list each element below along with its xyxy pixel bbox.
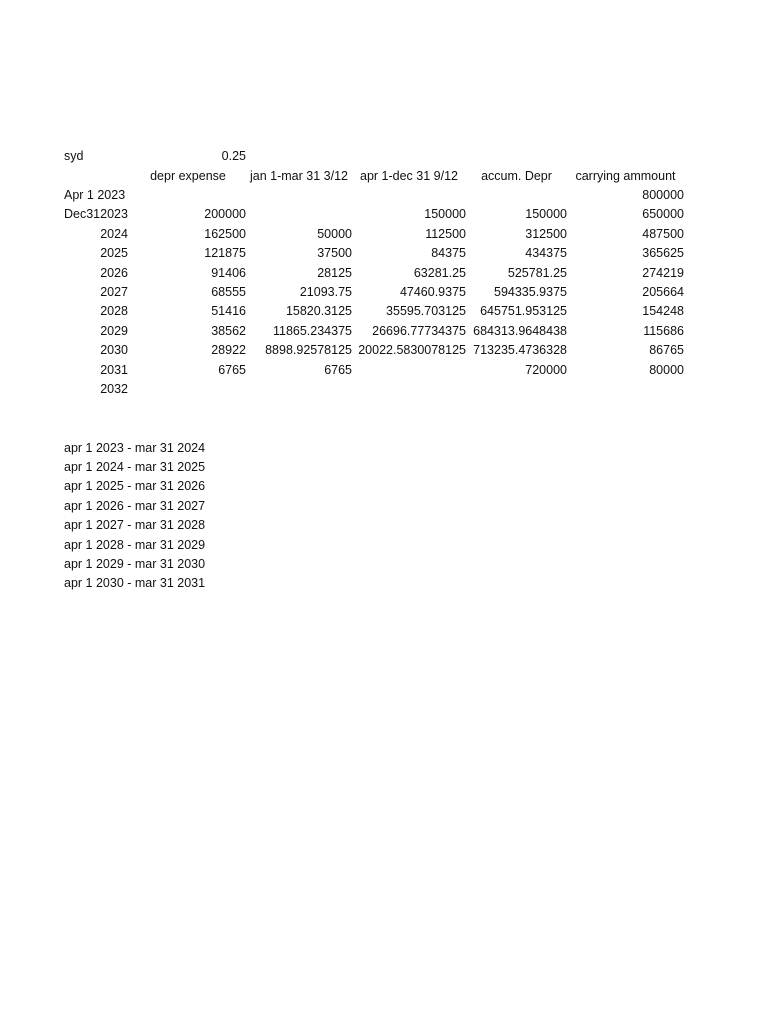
jan-mar-cell[interactable]: 21093.75 (299, 285, 352, 299)
list-item (0, 439, 768, 458)
apr-dec-cell[interactable] (352, 380, 466, 399)
accum-depr-cell[interactable]: 594335.9375 (494, 285, 567, 299)
apr-dec-cell[interactable]: 35595.703125 (386, 304, 466, 319)
table-row (0, 302, 768, 321)
row-label[interactable]: Apr 1 2023 (64, 188, 126, 202)
list-item (0, 555, 768, 574)
row-year[interactable]: 2029 (100, 323, 128, 338)
list-item (0, 477, 768, 496)
jan-mar-cell[interactable] (246, 205, 352, 224)
jan-mar-cell[interactable]: 15820.3125 (285, 304, 352, 319)
period-range[interactable]: apr 1 2027 - mar 31 2028 (64, 518, 206, 533)
row-year[interactable]: 2027 (100, 285, 128, 299)
apr-dec-cell[interactable]: 63281.25 (413, 265, 466, 280)
jan-mar-cell[interactable] (246, 380, 352, 399)
carrying-amount-cell[interactable]: 365625 (642, 246, 684, 261)
apr-dec-cell[interactable] (352, 361, 466, 380)
carrying-amount-cell[interactable]: 154248 (642, 304, 684, 319)
apr-dec-cell[interactable]: 20022.5830078125 (358, 343, 466, 358)
carrying-amount-cell[interactable] (567, 380, 684, 399)
depr-expense-cell[interactable]: 38562 (211, 323, 246, 338)
table-row (0, 186, 768, 205)
header-apr-dec[interactable]: apr 1-dec 31 9/12 (360, 168, 458, 183)
accum-depr-cell[interactable]: 720000 (525, 362, 567, 377)
depr-expense-cell[interactable]: 200000 (204, 207, 246, 222)
table-row (0, 283, 768, 302)
list-item (0, 574, 768, 593)
table-row (0, 225, 768, 244)
row-year[interactable]: 2032 (100, 382, 128, 396)
list-item (0, 536, 768, 555)
table-row (0, 205, 768, 224)
carrying-amount-cell[interactable]: 800000 (642, 188, 684, 202)
jan-mar-cell[interactable]: 50000 (317, 226, 352, 241)
list-item (0, 497, 768, 516)
table-row (0, 380, 768, 399)
accum-depr-cell[interactable]: 713235.4736328 (473, 343, 567, 358)
depr-expense-cell[interactable]: 68555 (211, 285, 246, 299)
method-label[interactable]: syd (64, 149, 84, 163)
accum-depr-cell[interactable]: 525781.25 (507, 265, 567, 280)
jan-mar-cell[interactable]: 6765 (324, 362, 352, 377)
accum-depr-cell[interactable] (466, 380, 567, 399)
depr-expense-cell[interactable]: 51416 (211, 304, 246, 319)
row-year[interactable]: 2031 (100, 362, 128, 377)
depr-expense-cell[interactable] (130, 380, 246, 399)
method-row (0, 147, 768, 166)
carrying-amount-cell[interactable]: 650000 (642, 207, 684, 222)
accum-depr-cell[interactable]: 312500 (525, 226, 567, 241)
jan-mar-cell[interactable]: 11865.234375 (272, 323, 352, 338)
table-row (0, 322, 768, 341)
header-jan-mar[interactable]: jan 1-mar 31 3/12 (250, 168, 348, 183)
header-accum-depr[interactable]: accum. Depr (481, 168, 552, 183)
carrying-amount-cell[interactable]: 80000 (649, 362, 684, 377)
jan-mar-cell[interactable]: 28125 (317, 265, 352, 280)
carrying-amount-cell[interactable]: 274219 (642, 265, 684, 280)
apr-dec-cell[interactable]: 26696.77734375 (372, 323, 466, 338)
row-year[interactable]: 2030 (100, 343, 128, 358)
period-range[interactable]: apr 1 2024 - mar 31 2025 (64, 459, 206, 474)
apr-dec-cell[interactable]: 150000 (424, 207, 466, 222)
apr-dec-cell[interactable]: 84375 (431, 246, 466, 261)
accum-depr-cell[interactable]: 434375 (525, 246, 567, 261)
list-item (0, 458, 768, 477)
apr-dec-cell[interactable]: 112500 (425, 226, 466, 241)
period-range[interactable]: apr 1 2029 - mar 31 2030 (64, 556, 206, 571)
jan-mar-cell[interactable]: 37500 (317, 246, 352, 261)
method-value[interactable]: 0.25 (221, 149, 246, 163)
jan-mar-cell[interactable] (246, 186, 352, 205)
carrying-amount-cell[interactable]: 487500 (642, 226, 684, 241)
row-year[interactable]: 2024 (100, 226, 128, 241)
row-year[interactable]: 2026 (100, 265, 128, 280)
jan-mar-cell[interactable]: 8898.92578125 (265, 343, 352, 358)
table-row (0, 264, 768, 283)
period-range[interactable]: apr 1 2028 - mar 31 2029 (64, 537, 206, 552)
depr-expense-cell[interactable] (130, 186, 246, 205)
row-label[interactable]: Dec312023 (64, 207, 128, 222)
list-item (0, 516, 768, 535)
apr-dec-cell[interactable]: 47460.9375 (399, 285, 466, 299)
carrying-amount-cell[interactable]: 86765 (649, 343, 684, 358)
carrying-amount-cell[interactable]: 115686 (643, 323, 684, 338)
row-year[interactable]: 2028 (100, 304, 128, 319)
header-depr-expense[interactable]: depr expense (150, 168, 226, 183)
period-range[interactable]: apr 1 2026 - mar 31 2027 (64, 498, 206, 513)
period-range[interactable]: apr 1 2030 - mar 31 2031 (64, 576, 206, 591)
table-row (0, 244, 768, 263)
depr-expense-cell[interactable]: 121875 (204, 246, 246, 261)
row-year[interactable]: 2025 (100, 246, 128, 261)
accum-depr-cell[interactable] (466, 186, 567, 205)
period-range[interactable]: apr 1 2025 - mar 31 2026 (64, 479, 206, 494)
period-range[interactable]: apr 1 2023 - mar 31 2024 (64, 440, 206, 455)
header-carrying-amount[interactable]: carrying ammount (575, 168, 676, 183)
apr-dec-cell[interactable] (352, 186, 466, 205)
depr-expense-cell[interactable]: 28922 (211, 343, 246, 358)
depr-expense-cell[interactable]: 6765 (218, 362, 246, 377)
table-row (0, 341, 768, 360)
depr-expense-cell[interactable]: 91406 (211, 265, 246, 280)
accum-depr-cell[interactable]: 645751.953125 (480, 304, 567, 319)
accum-depr-cell[interactable]: 150000 (525, 207, 567, 222)
header-row (0, 167, 768, 186)
table-row (0, 361, 768, 380)
carrying-amount-cell[interactable]: 205664 (642, 285, 684, 299)
depr-expense-cell[interactable]: 162500 (204, 226, 246, 241)
accum-depr-cell[interactable]: 684313.9648438 (473, 323, 567, 338)
